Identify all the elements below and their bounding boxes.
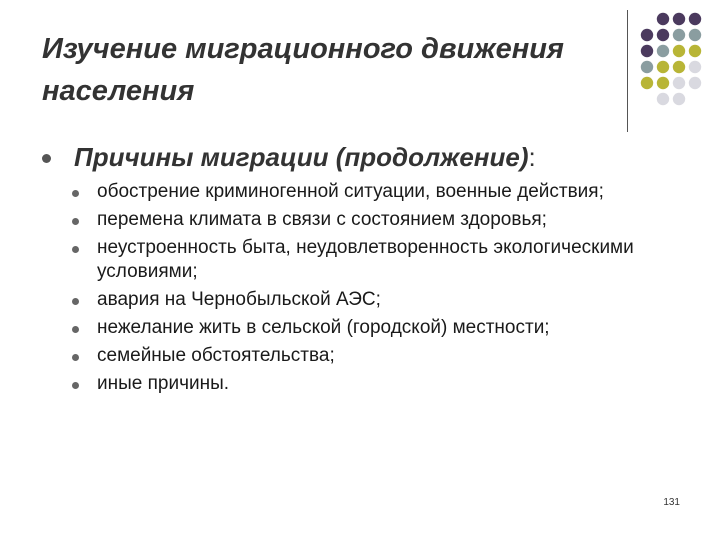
list-item — [72, 208, 672, 232]
main-bullet — [42, 142, 682, 173]
bullet-dot-icon — [72, 382, 79, 389]
decorative-dot — [689, 13, 701, 25]
decorative-dot — [689, 29, 701, 41]
bullet-dot-icon — [72, 190, 79, 197]
list-item — [72, 316, 672, 340]
bullet-dot-icon — [72, 326, 79, 333]
list-item-text: авария на Чернобыльской АЭС; — [97, 289, 381, 310]
slide-title: Изучение миграционного движения населения — [42, 33, 564, 107]
bullet-dot-icon — [72, 354, 79, 361]
main-bullet-label: Причины миграции (продолжение) — [74, 142, 529, 172]
list-item-text: неустроенность быта, неудовлетворенность экологическими условиями; — [97, 237, 634, 282]
list-item — [72, 236, 672, 284]
decorative-dot — [657, 13, 669, 25]
decorative-dot — [673, 45, 685, 57]
decorative-dot — [641, 61, 653, 73]
main-bullet-colon: : — [528, 142, 536, 172]
decorative-dot — [657, 45, 669, 57]
decorative-dot — [689, 45, 701, 57]
decorative-dot — [657, 29, 669, 41]
list-item — [72, 344, 672, 368]
list-item-text: нежелание жить в сельской (городской) местности; — [97, 317, 550, 338]
decorative-dot — [673, 77, 685, 89]
decorative-dot — [657, 61, 669, 73]
decorative-dot — [673, 29, 685, 41]
decorative-dot — [673, 13, 685, 25]
list-item-text: иные причины. — [97, 373, 230, 394]
list-item — [72, 288, 672, 312]
decorative-dot — [641, 45, 653, 57]
bullet-dot-icon — [42, 154, 51, 163]
list-item — [72, 372, 672, 396]
page-number: 131 — [663, 497, 680, 508]
decorative-dot — [657, 93, 669, 105]
title-divider-line — [627, 10, 628, 132]
bullet-dot-icon — [72, 218, 79, 225]
decorative-dot — [641, 77, 653, 89]
decorative-dot-grid — [637, 12, 717, 122]
decorative-dot — [641, 29, 653, 41]
decorative-dot — [673, 61, 685, 73]
list-item-text: перемена климата в связи с состоянием здоровья; — [97, 209, 547, 230]
decorative-dot — [657, 77, 669, 89]
list-item-text: семейные обстоятельства; — [97, 345, 335, 366]
decorative-dot — [689, 61, 701, 73]
decorative-dot — [673, 93, 685, 105]
main-bullet-text — [74, 142, 536, 173]
bullet-dot-icon — [72, 298, 79, 305]
list-item — [72, 180, 672, 204]
reasons-list — [72, 180, 672, 400]
decorative-dot — [689, 77, 701, 89]
bullet-dot-icon — [72, 246, 79, 253]
list-item-text: обострение криминогенной ситуации, военные действия; — [97, 181, 604, 202]
